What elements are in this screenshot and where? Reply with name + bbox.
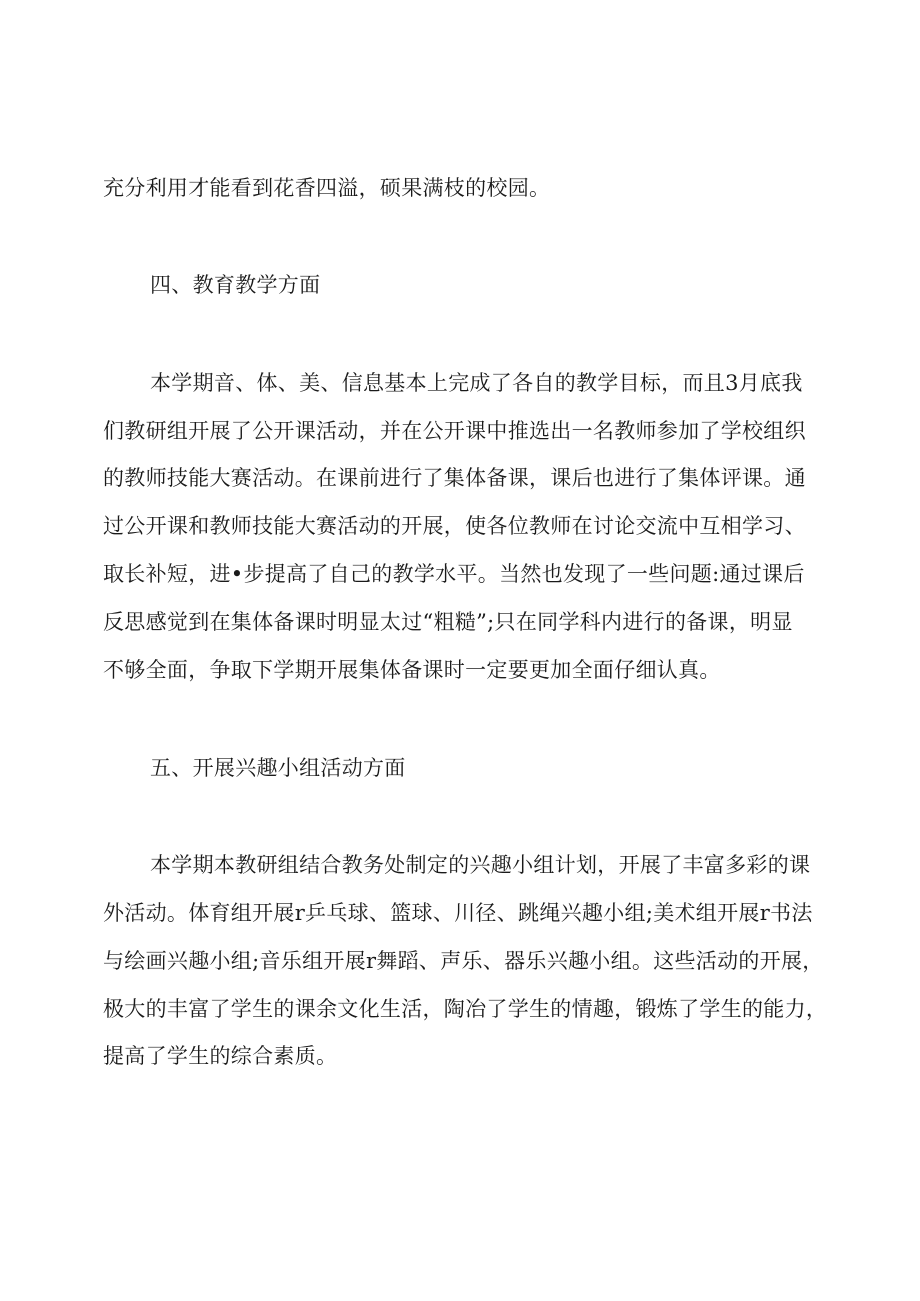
section-4-paragraph-line: 们教研组开展了公开课活动，并在公开课中推选出一名教师参加了学校组织 — [103, 419, 806, 443]
section-4-paragraph-line: 不够全面，争取下学期开展集体备课时一定要更加全面仔细认真。 — [103, 658, 721, 682]
section-5-paragraph-line: 外活动。体育组开展r乒乓球、篮球、川径、跳绳兴趣小组;美术组开展r书法 — [103, 901, 813, 925]
section-4-paragraph-line: 反思感觉到在集体备课时明显太过“粗糙”;只在同学科内进行的备课，明显 — [103, 610, 793, 634]
section-5-paragraph-line: 与绘画兴趣小组;音乐组开展r舞蹈、声乐、器乐兴趣小组。这些活动的开展， — [103, 949, 824, 973]
paragraph-intro-tail: 充分利用才能看到花香四溢，硕果满枝的校园。 — [103, 176, 551, 200]
section-4-paragraph-line: 取长补短，进•步提高了自己的教学水平。当然也发现了一些问题:通过课后 — [103, 562, 805, 586]
section-4-heading: 四、教育教学方面 — [150, 273, 321, 297]
section-5-paragraph-line: 本学期本教研组结合教务处制定的兴趣小组计划，开展了丰富多彩的课 — [150, 853, 811, 877]
section-4-paragraph-line: 过公开课和教师技能大赛活动的开展，使各位教师在讨论交流中互相学习、 — [103, 514, 806, 538]
section-4-paragraph-line: 的教师技能大赛活动。在课前进行了集体备课，课后也进行了集体评课。通 — [103, 466, 806, 490]
section-4-paragraph-line: 本学期音、体、美、信息基本上完成了各自的教学目标，而且3月底我 — [150, 371, 803, 395]
section-5-heading: 五、开展兴趣小组活动方面 — [150, 756, 406, 780]
section-5-paragraph-line: 极大的丰富了学生的课余文化生活，陶冶了学生的情趣，锻炼了学生的能力， — [103, 997, 828, 1021]
section-5-paragraph-line: 提高了学生的综合素质。 — [103, 1044, 338, 1068]
